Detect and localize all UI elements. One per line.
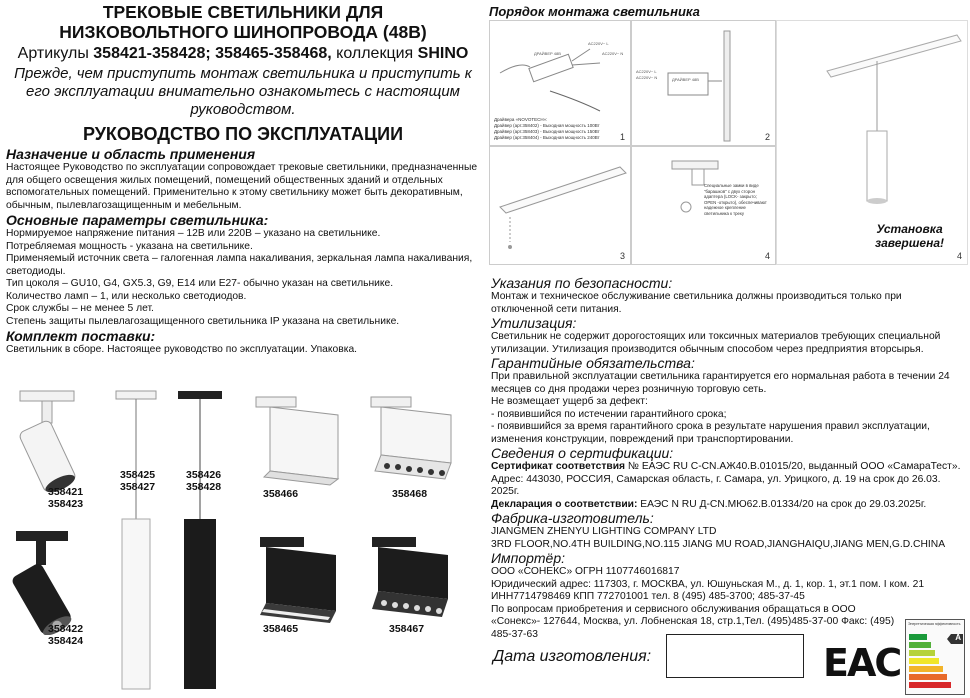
- product-gallery: [0, 385, 480, 698]
- purpose-heading: Назначение и область применения: [6, 146, 256, 162]
- doc-title-line2: НИЗКОВОЛЬТНОГО ШИНОПРОВОДА (48В): [59, 22, 427, 42]
- white-flat-led-lamp-image: [365, 393, 460, 488]
- track-mounting-icon: [490, 147, 630, 264]
- params-line: Нормируемое напряжение питания – 12В или 220В – указано на светильнике.: [6, 228, 381, 239]
- articles-prefix: Артикулы: [17, 45, 94, 62]
- driver-label: ДРАЙВЕР 48В: [534, 51, 561, 56]
- params-line: Потребляемая мощность - указана на светильнике.: [6, 240, 253, 252]
- manufacture-date-box: [666, 634, 804, 678]
- diagram-number: 3: [619, 251, 625, 261]
- importer-line: ИНН7714798469 КПП 772701001 тел. 8 (495) 485-3700; 485-37-45: [491, 591, 805, 602]
- energy-label: [905, 619, 965, 695]
- product-label: 358466: [263, 488, 299, 500]
- mounting-diagram-4: [631, 146, 776, 265]
- product-label: 358426 358428: [186, 469, 222, 493]
- warning-text: Прежде, чем приступить монтаж светильника и приступить к его эксплуатации внимательно ознакомьтесь с настоящим руководством.: [14, 65, 472, 118]
- params-line: Степень защиты пылевлагозащищенного светильника IP указана на светильнике.: [6, 315, 400, 327]
- decl-body: ЕАЭС N RU Д-CN.МЮ62.В.01334/20 на срок до 29.03.2025г.: [637, 498, 927, 510]
- cert-body: № ЕАЭС RU C-CN.АЖ40.В.01015/20, выданный ООО «СамараТест». Адрес: 443030, РОССИЯ, Самарская область, г. Самара, ул. Урицкого, д. 19 на срок до 26.03. 2025г.: [491, 461, 961, 497]
- params-line: Количество ламп – 1, или несколько светодиодов.: [6, 290, 247, 302]
- energy-class: A: [955, 633, 961, 642]
- params-line: Применяемый источник света – галогенная лампа накаливания, зеркальная лампа накаливания, светодиоды.: [6, 253, 473, 277]
- mounting-diagram-2: [631, 20, 776, 146]
- eac-mark: ЕАС: [823, 641, 901, 685]
- diagram-number: 1: [619, 132, 625, 142]
- ac-label-1: AC220V~ L: [588, 41, 609, 46]
- manufacture-date-label: Дата изготовления:: [493, 648, 652, 665]
- importer-line: По вопросам приобретения и сервисного обслуживания обращаться в ООО «Сонекс»- 127644, Москва, ул. Лобненская 18, стр.1,Тел. (495)485-37-00 Факс: (495) 485-37-63: [491, 603, 895, 640]
- installed-pendant-icon: [777, 21, 967, 221]
- white-pendant-lamp-image: [112, 387, 162, 697]
- track-driver-icon: [632, 21, 775, 145]
- importer-line: Юридический адрес: 117303, г. МОСКВА, ул. Юшуньская М., д. 1, кор. 1, эт.1 пом. I ком. 21: [491, 578, 925, 590]
- black-pendant-lamp-image: [170, 387, 230, 697]
- disposal-heading: Утилизация:: [491, 315, 577, 331]
- product-label: 358422 358424: [48, 623, 84, 647]
- mounting-diagram-1: [489, 20, 631, 146]
- params-heading: Основные параметры светильника:: [6, 212, 269, 228]
- kit-heading: Комплект поставки:: [6, 328, 156, 344]
- importer-line: ООО «СОНЕКС» ОГРН 1107746016817: [491, 566, 680, 577]
- params-line: Тип цоколя – GU10, G4, GX5.3, G9, E14 или E27- обычно указан на светильнике.: [6, 278, 394, 289]
- energy-title: Энергетическая эффективность: [908, 622, 961, 626]
- white-flat-lamp-image: [250, 393, 345, 488]
- right-text-column: [491, 276, 961, 641]
- factory-heading: Фабрика-изготовитель:: [491, 510, 654, 526]
- importer-heading: Импортёр:: [491, 550, 566, 566]
- warranty-line: Не возмещает ущерб за дефект:: [491, 396, 648, 407]
- warranty-line: При правильной эксплуатации светильника гарантируется его нормальная работа в течении 24 месяцев со дня продажи через розничную торговую сеть.: [491, 371, 950, 395]
- product-label: 358468: [392, 488, 428, 500]
- safety-heading: Указания по безопасности:: [491, 275, 673, 291]
- black-flat-led-lamp-image: [362, 533, 457, 628]
- diagram-number: 4: [764, 251, 770, 261]
- decl-label: Декларация о соответствии:: [491, 498, 638, 510]
- safety-text: Монтаж и техническое обслуживание светильника должны производиться только при отключенной сети питания.: [491, 291, 902, 315]
- black-spot-lamp-image: [4, 525, 94, 635]
- warranty-heading: Гарантийные обязательства:: [491, 355, 695, 371]
- doc-title-line1: ТРЕКОВЫЕ СВЕТИЛЬНИКИ ДЛЯ: [102, 2, 384, 22]
- collection-name: SHINO: [417, 45, 469, 62]
- mounting-diagram-3: [489, 146, 631, 265]
- install-complete-label: Установка завершена!: [874, 222, 944, 250]
- left-column: [6, 2, 480, 357]
- mounting-title: Порядок монтажа светильника: [489, 4, 700, 19]
- warranty-line: - появившийся по истечении гарантийного срока;: [491, 408, 727, 420]
- product-label: 358421 358423: [48, 486, 84, 510]
- driver-label-2: ДРАЙВЕР 48В: [672, 77, 699, 82]
- articles-numbers: 358421-358428; 358465-358468,: [93, 45, 332, 62]
- cert-label: Сертификат соответствия: [491, 461, 626, 472]
- factory-line: 3RD FLOOR,NO.4TH BUILDING,NO.115 JIANG MU ROAD,JIANGHAIQU,JIANG MEN,G.D.CHINA: [491, 538, 946, 550]
- params-line: Срок службы – не менее 5 лет.: [6, 303, 154, 314]
- product-label: 358465: [263, 623, 299, 635]
- warranty-line: - появившийся за время гарантийного срока в результате нарушения правил эксплуатации, изменения конструкции, повреждений при транспортировании.: [491, 421, 930, 445]
- black-flat-lamp-image: [250, 533, 345, 628]
- driver-info: Драйвера «NOVOTECH»: Драйвер (арт.358402) - Выходная мощность 100Вт Драйвер (арт.358403) - Выходная мощность 150Вт Драйвер (арт.358404) - Выходная мощность 240Вт: [494, 117, 600, 140]
- purpose-text: Настоящее Руководство по эксплуатации сопровождает трековые светильники, предназначенные для общего освещения жилых помещений, помещений общественных зданий и отдельных вспомогательных помещений. Применительно к этому светильнику может быть декоративным, обычным, пылевлагозащищенным и мебельным.: [6, 162, 478, 211]
- collection-prefix: коллекция: [331, 45, 418, 62]
- diagram-number: 2: [764, 132, 770, 142]
- articles-line: [6, 44, 480, 64]
- cert-text: [491, 461, 961, 499]
- product-label: 358467: [389, 623, 425, 635]
- kit-text: Светильник в сборе. Настоящее руководство по эксплуатации. Упаковка.: [6, 344, 358, 355]
- diagram-number: 4: [956, 251, 962, 261]
- factory-line: JIANGMEN ZHENYU LIGHTING COMPANY LTD: [491, 526, 717, 537]
- product-label: 358425 358427: [120, 469, 156, 493]
- ac-labels: AC220V~ L AC220V~ N: [636, 69, 658, 80]
- guide-title: РУКОВОДСТВО ПО ЭКСПЛУАТАЦИИ: [82, 124, 404, 144]
- disposal-text: Светильник не содержит дорогостоящих или токсичных материалов требующих специальной утилизации. Утилизация производится обычным способом через предприятия вторсырья.: [491, 331, 941, 355]
- cert-heading: Сведения о сертификации:: [491, 445, 674, 461]
- ac-label-2: AC220V~ N: [602, 51, 624, 56]
- lock-note: Специальные замки в виде "барашков" с двух сторон адаптера (LOCK- закрыто; OPEN -открыто), обеспечивают надежное крепление светильника к треку: [704, 183, 767, 216]
- white-spot-lamp-image: [8, 385, 88, 495]
